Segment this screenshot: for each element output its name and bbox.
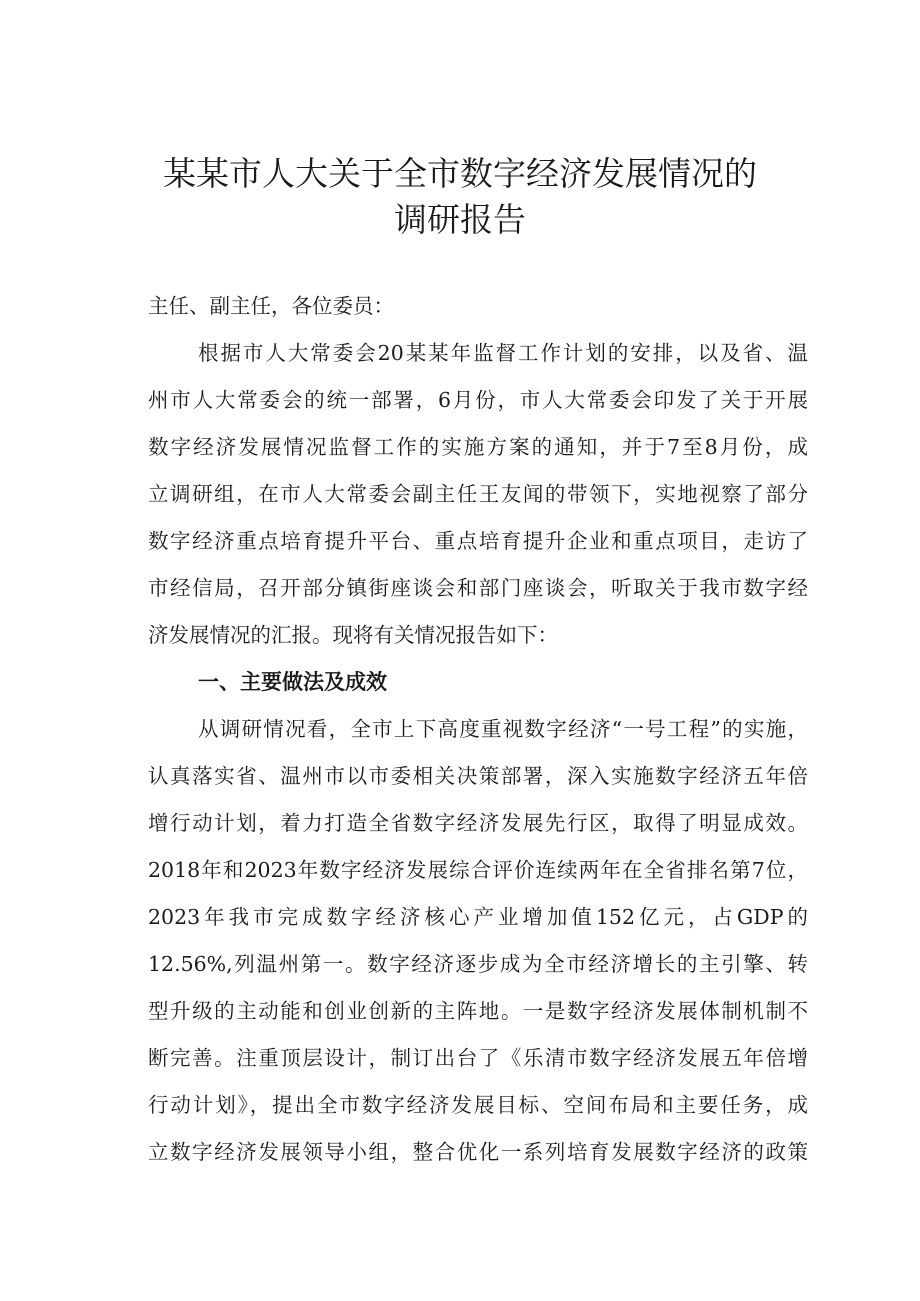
paragraph-2-line: 认真落实省、温州市以市委相关决策部署，深入实施数字经济五年倍 bbox=[148, 764, 808, 788]
document-title-line-1: 某某市人大关于全市数字经济发展情况的 bbox=[163, 154, 757, 193]
paragraph-2-line: 行动计划》，提出全市数字经济发展目标、空间布局和主要任务，成 bbox=[148, 1093, 808, 1117]
salutation: 主任、副主任，各位委员： bbox=[148, 294, 394, 318]
paragraph-2-line: 立数字经济发展领导小组，整合优化一系列培育发展数字经济的政策 bbox=[148, 1140, 808, 1164]
paragraph-2-line: 断完善。注重顶层设计，制订出台了《乐清市数字经济发展五年倍增 bbox=[148, 1046, 808, 1070]
paragraph-2-line: 增行动计划，着力打造全省数字经济发展先行区，取得了明显成效。 bbox=[148, 811, 808, 835]
paragraph-2-line: 2023年我市完成数字经济核心产业增加值152亿元，占GDP的 bbox=[148, 905, 808, 929]
paragraph-2-line: 从调研情况看，全市上下高度重视数字经济“一号工程”的实施， bbox=[198, 717, 808, 741]
paragraph-1-line: 济发展情况的汇报。现将有关情况报告如下： bbox=[148, 623, 558, 647]
paragraph-2-line: 12.56%,列温州第一。数字经济逐步成为全市经济增长的主引擎、转 bbox=[148, 952, 808, 976]
paragraph-1-line: 数字经济重点培育提升平台、重点培育提升企业和重点项目，走访了 bbox=[148, 529, 808, 553]
paragraph-1-line: 根据市人大常委会20某某年监督工作计划的安排，以及省、温 bbox=[198, 341, 808, 365]
paragraph-1-line: 州市人大常委会的统一部署，6月份，市人大常委会印发了关于开展 bbox=[148, 388, 808, 412]
paragraph-2-line: 型升级的主动能和创业创新的主阵地。一是数字经济发展体制机制不 bbox=[148, 999, 808, 1023]
section-heading: 一、主要做法及成效 bbox=[198, 670, 387, 694]
paragraph-2-line: 2018年和2023年数字经济发展综合评价连续两年在全省排名第7位， bbox=[148, 858, 808, 882]
paragraph-1-line: 立调研组，在市人大常委会副主任王友闻的带领下，实地视察了部分 bbox=[148, 482, 808, 506]
paragraph-1-line: 市经信局，召开部分镇街座谈会和部门座谈会，听取关于我市数字经 bbox=[148, 576, 808, 600]
document-title-line-2: 调研报告 bbox=[394, 200, 526, 239]
paragraph-1-line: 数字经济发展情况监督工作的实施方案的通知，并于7至8月份，成 bbox=[148, 435, 808, 459]
